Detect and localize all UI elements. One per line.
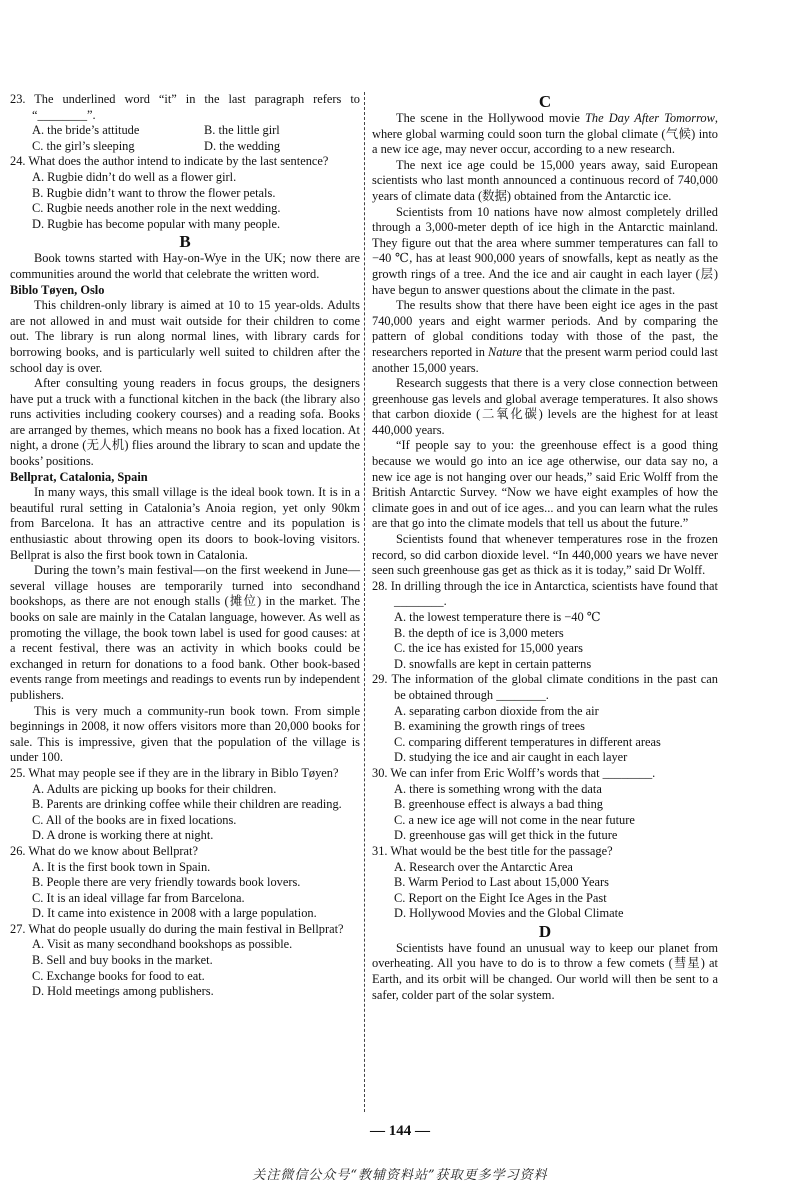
question-23-options-row-1 — [10, 123, 360, 139]
biblo-subheading: Biblo Tøyen, Oslo — [10, 282, 105, 297]
q26-option-c: C. It is an ideal village far from Barcelona. — [32, 890, 245, 905]
q31-option-c: C. Report on the Eight Ice Ages in the Past — [394, 890, 607, 905]
q27-option-c: C. Exchange books for food to eat. — [32, 968, 205, 983]
q24-option-d: D. Rugbie has become popular with many people. — [32, 216, 281, 231]
bellprat-paragraph-2: During the town’s main festival—on the first weekend in June—several village houses are temporarily turned into secondhand bookshops, as there are not enough stalls (摊位) in the market. The books on sale are mainly in the Catalan language, however. As well as promoting the village, the book town label is used for good causes: at a recent festival, there was an activity in which books could be exchanged in return for donations to a food bank. Other book-based events range from meetings and readings to events run by independent publishers. — [10, 563, 360, 702]
passage-c-paragraph-1 — [372, 111, 718, 158]
q25-option-a: A. Adults are picking up books for their children. — [32, 781, 277, 796]
q26-option-a: A. It is the first book town in Spain. — [32, 859, 211, 874]
q29-option-d: D. studying the ice and air caught in each layer — [394, 750, 628, 765]
question-27-stem: 27. What do people usually do during the main festival in Bellprat? — [10, 921, 344, 936]
q29-option-a: A. separating carbon dioxide from the air — [394, 703, 599, 718]
passage-c-paragraph-6: “If people say to you: the greenhouse effect is a good thing because we would go into an ice age otherwise, our data say no, a new ice age is not hanging over our heads,” said Eric Wolff from the British Antarctic Survey. “Now we have eight examples of how the climate goes in and out of ice ages... and you can learn what the rules are that go into the climate models that tell us about the future.” — [372, 438, 718, 531]
q29-option-c: C. comparing different temperatures in different areas — [394, 734, 661, 749]
q31-option-a: A. Research over the Antarctic Area — [394, 859, 573, 874]
q28-option-d: D. snowfalls are kept in certain patterns — [394, 656, 592, 671]
q30-option-a: A. there is something wrong with the data — [394, 781, 602, 796]
c-p4-rest: that the present warm period could last another 15,000 years. — [372, 344, 718, 375]
question-23-options-row-2 — [10, 139, 360, 155]
passage-b-intro: Book towns started with Hay-on-Wye in the UK; now there are communities around the world that celebrate the written word. — [10, 251, 360, 281]
page-number: — 144 — — [370, 1123, 430, 1139]
q26-option-d: D. It came into existence in 2008 with a large population. — [32, 906, 317, 921]
q27-option-a: A. Visit as many secondhand bookshops as possible. — [32, 937, 293, 952]
q29-option-b: B. examining the growth rings of trees — [394, 719, 585, 734]
q23-option-b: B. the little girl — [204, 123, 280, 138]
journal-title: Nature — [488, 344, 522, 359]
question-24-stem: 24. What does the author intend to indicate by the last sentence? — [10, 154, 329, 169]
column-divider — [364, 92, 365, 1112]
q27-option-d: D. Hold meetings among publishers. — [32, 984, 214, 999]
q31-option-d: D. Hollywood Movies and the Global Climate — [394, 906, 624, 921]
question-29-stem: 29. The information of the global climate conditions in the past can be obtained through ________. — [372, 672, 718, 702]
question-30-stem: 30. We can infer from Eric Wolff’s words that ________. — [372, 765, 656, 780]
bellprat-subheading: Bellprat, Catalonia, Spain — [10, 469, 148, 484]
passage-d-paragraph-1: Scientists have found an unusual way to keep our planet from overheating. All you have to do is to throw a few comets (彗星) at Earth, and its orbit will be changed. Our world will then be sent to a safer, colder part of the solar system. — [372, 940, 718, 1002]
question-25-stem: 25. What may people see if they are in the library in Biblo Tøyen? — [10, 765, 339, 780]
biblo-paragraph-1: This children-only library is aimed at 10 to 15 year-olds. Adults are not allowed in and must wait outside for their children to come out. The library is run along normal lines, with library cards for borrowing books, and is particularly well suited to children after the school day is over. — [10, 298, 360, 375]
passage-c-paragraph-4 — [372, 298, 718, 376]
question-31-stem: 31. What would be the best title for the passage? — [372, 843, 613, 858]
question-26-stem: 26. What do we know about Bellprat? — [10, 843, 198, 858]
q27-option-b: B. Sell and buy books in the market. — [32, 953, 213, 968]
q30-option-c: C. a new ice age will not come in the near future — [394, 812, 635, 827]
question-28-stem: 28. In drilling through the ice in Antarctica, scientists have found that ________. — [372, 578, 718, 609]
section-c-heading: C — [538, 92, 552, 111]
q28-option-a: A. the lowest temperature there is −40 ℃ — [394, 610, 601, 624]
passage-c-paragraph-2: The next ice age could be 15,000 years away, said European scientists who last month announced a continuous record of 740,000 years of climate data (数据) obtained from the Antarctic ice. — [372, 157, 718, 203]
q30-option-b: B. greenhouse effect is always a bad thing — [394, 797, 603, 812]
q25-option-b: B. Parents are drinking coffee while their children are reading. — [32, 797, 342, 812]
q26-option-b: B. People there are very friendly towards book lovers. — [32, 875, 301, 890]
c-p1-lead: The scene in the Hollywood movie — [396, 111, 586, 125]
q24-option-a: A. Rugbie didn’t do well as a flower girl. — [32, 169, 237, 184]
q31-option-b: B. Warm Period to Last about 15,000 Years — [394, 875, 609, 890]
q28-option-c: C. the ice has existed for 15,000 years — [394, 641, 583, 656]
c-p1-rest: , where global warming could soon turn the global climate (气候) into a new ice age, may never occur, according to a new research. — [372, 111, 719, 157]
section-d-heading: D — [538, 921, 552, 941]
left-column — [10, 92, 360, 1000]
q23-option-c: C. the girl’s sleeping — [32, 138, 135, 153]
q28-option-b: B. the depth of ice is 3,000 meters — [394, 625, 564, 640]
q23-option-a: A. the bride’s attitude — [32, 123, 140, 138]
q25-option-d: D. A drone is working there at night. — [32, 828, 214, 843]
q30-option-d: D. greenhouse gas will get thick in the future — [394, 828, 618, 843]
biblo-paragraph-2: After consulting young readers in focus groups, the designers have put a truck with a functional kitchen in the back (the library also runs activities including cookery courses) and a reading sofa. Books are arranged by themes, which means no book has a fixed location. At night, a drone (无人机) flies around the library to scan and update the books’ positions. — [10, 376, 360, 469]
c-p4-lead: The results show that there have been eight ice ages in the past 740,000 years and eight warmer periods. And by comparing the pattern of global conditions today with those of the past, the researchers reported in — [372, 298, 718, 359]
q25-option-c: C. All of the books are in fixed locations. — [32, 812, 237, 827]
passage-c-paragraph-5: Research suggests that there is a very close connection between greenhouse gas levels and global average temperatures. It also shows that carbon dioxide (二氧化碳) levels are the highest for at least 440,000 years. — [372, 376, 718, 437]
q24-option-c: C. Rugbie needs another role in the next wedding. — [32, 201, 281, 216]
passage-c-paragraph-3: Scientists from 10 nations have now almost completely drilled through a 3,000-meter depth of ice high in the Antarctic mainland. They figure out that the area where summer temperatures can fall to −40 ℃, has at least 900,000 years of snowfalls, kept as neatly as the growth rings of a tree. And the ice and air caught in each layer (层) have begun to answer questions about the climate in the past. — [372, 204, 718, 297]
footer-watermark: 关注微信公众号“教辅资料站”获取更多学习资料 — [252, 1168, 548, 1183]
section-b-heading: B — [179, 232, 191, 252]
question-23-stem: 23. The underlined word “it” in the last paragraph refers to “________”. — [10, 92, 360, 122]
q24-option-b: B. Rugbie didn’t want to throw the flower petals. — [32, 185, 276, 200]
right-column — [372, 92, 718, 1003]
passage-c-paragraph-7: Scientists found that whenever temperatures rose in the frozen record, so did carbon dioxide level. “In 440,000 years we have never seen such greenhouse gas get as thick as it is today,” said Dr Wolff. — [372, 532, 718, 578]
movie-title: The Day After Tomorrow — [585, 111, 715, 125]
bellprat-paragraph-3: This is very much a community-run book town. From simple beginnings in 2008, it now offers visitors more than 20,000 books for sale. This is impressive, given that the population of the village is under 100. — [10, 703, 360, 765]
bellprat-paragraph-1: In many ways, this small village is the ideal book town. It is in a beautiful rural setting in Catalonia’s Anoia region, yet only 90km from Barcelona. It has an attractive centre and its population is enthusiastic about throwing open its doors to book-loving visitors. Bellprat is also the first book town in Catalonia. — [10, 485, 360, 562]
q23-option-d: D. the wedding — [204, 138, 281, 153]
